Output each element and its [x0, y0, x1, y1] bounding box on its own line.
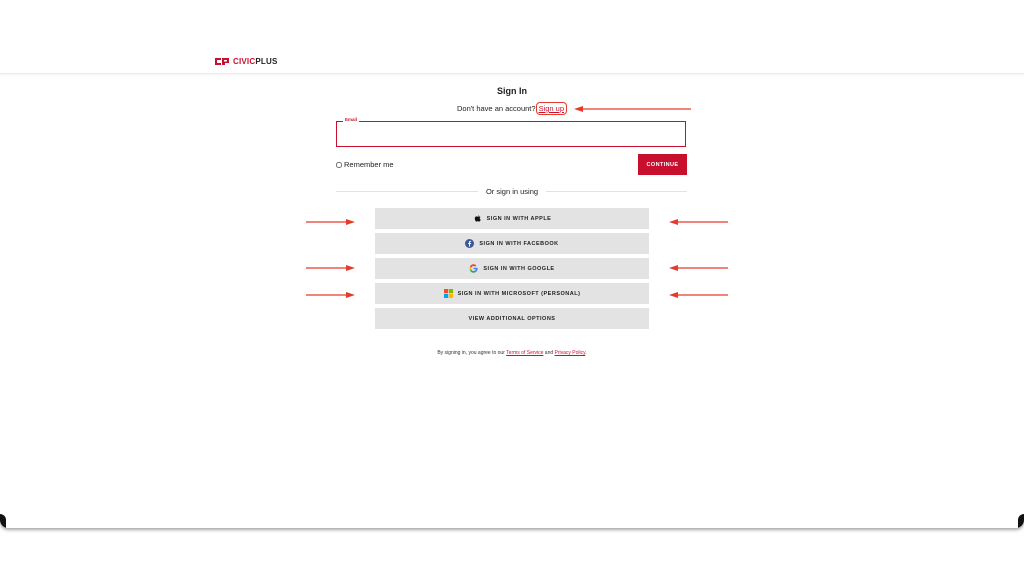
sign-in-microsoft-button[interactable] [375, 283, 649, 304]
logo-text: CIVICPLUS [233, 56, 278, 66]
privacy-policy-link[interactable]: Privacy Policy [554, 350, 586, 356]
apple-icon [473, 214, 482, 223]
signup-prompt [0, 104, 1024, 113]
sign-in-apple-button[interactable] [375, 208, 649, 229]
remember-me[interactable] [336, 160, 394, 169]
annotation-arrow-google-right [669, 264, 728, 272]
continue-button[interactable]: CONTINUE [638, 154, 687, 175]
email-field[interactable] [343, 128, 683, 144]
sign-in-facebook-button[interactable] [375, 233, 649, 254]
no-account-text: Don't have an account? [456, 104, 536, 113]
remember-me-label: Remember me [344, 160, 394, 169]
page-title: Sign In [497, 86, 527, 96]
annotation-arrow-microsoft-right [669, 291, 728, 299]
annotation-arrow-apple-left [306, 218, 355, 226]
sign-in-google-label: SIGN IN WITH GOOGLE [483, 265, 555, 272]
terms-notice: By signing in, you agree to our Terms of Service and Privacy Policy. [437, 350, 587, 356]
email-label: Email [345, 117, 358, 122]
or-sign-in-text: Or sign in using [0, 187, 1024, 196]
annotation-arrow-microsoft-left [306, 291, 355, 299]
facebook-icon [465, 239, 474, 248]
email-field-container [336, 117, 686, 147]
civicplus-logo[interactable] [215, 55, 277, 67]
remember-me-checkbox[interactable] [336, 162, 342, 168]
microsoft-icon [444, 289, 453, 298]
terms-of-service-link[interactable]: Terms of Service [506, 350, 544, 356]
sign-in-microsoft-label: SIGN IN WITH MICROSOFT (PERSONAL) [457, 290, 581, 297]
annotation-arrow-google-left [306, 264, 355, 272]
sign-in-facebook-label: SIGN IN WITH FACEBOOK [479, 240, 559, 247]
sign-in-apple-label: SIGN IN WITH APPLE [486, 215, 552, 222]
annotation-arrow-apple-right [669, 218, 728, 226]
signup-link[interactable]: Sign up [536, 102, 567, 115]
view-additional-options-label: VIEW ADDITIONAL OPTIONS [468, 315, 556, 322]
view-additional-options-button[interactable] [375, 308, 649, 329]
annotation-arrow-signup [574, 105, 691, 113]
sign-in-google-button[interactable] [375, 258, 649, 279]
civicplus-logo-icon [215, 57, 229, 66]
google-icon [469, 264, 478, 273]
site-header [0, 0, 1024, 74]
